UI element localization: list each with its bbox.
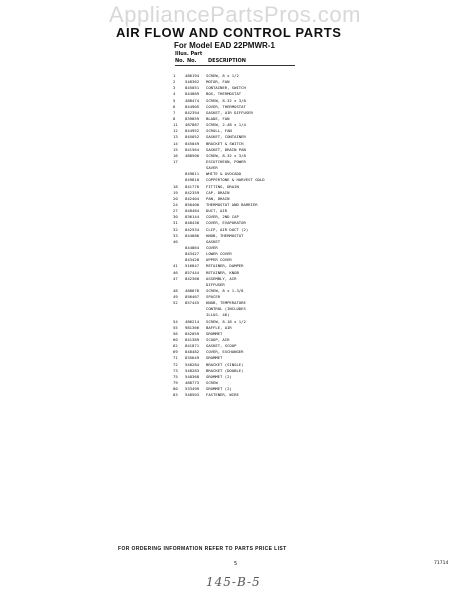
- page-number: 5: [234, 561, 238, 567]
- part-number: 841389: [185, 337, 200, 343]
- part-description: FITTING, DRAIN: [206, 183, 239, 189]
- illus-number: 73: [173, 367, 178, 373]
- part-description: LOWER COVER: [206, 251, 232, 257]
- illus-number: 75: [173, 373, 178, 379]
- part-description: KNOB, TEMPERATURE: [206, 300, 246, 306]
- part-description: BRACKET & SWITCH: [206, 140, 244, 146]
- part-no-header: No.: [187, 58, 197, 64]
- part-description: COVER, 2ND CAP: [206, 214, 239, 220]
- part-description: BOX, THERMOSTAT: [206, 91, 242, 97]
- model-subtitle: For Model EAD 22PMWR-1: [174, 41, 275, 50]
- part-number: 488678: [185, 287, 200, 293]
- part-number: 845052: [185, 134, 200, 140]
- part-description: SPACER: [206, 294, 221, 300]
- part-description: CAP, DRAIN: [206, 189, 230, 195]
- part-number: 488773: [185, 380, 200, 386]
- part-number: 548503: [185, 392, 200, 398]
- part-number: 842404: [185, 195, 200, 201]
- part-description: BLADE, FAN: [206, 115, 230, 121]
- illus-number: 15: [173, 146, 178, 152]
- part-description: GROMMET: [206, 355, 223, 361]
- part-number: 844886: [185, 232, 200, 238]
- illus-number: 33: [173, 232, 178, 238]
- part-description: GASKET, SCOOP: [206, 343, 237, 349]
- part-description: CONTROL (INCLUDES: [206, 306, 246, 312]
- part-description: SCOOP, AIR: [206, 337, 230, 343]
- illus-no-header: No.: [175, 58, 185, 64]
- illus-number: 30: [173, 214, 178, 220]
- illus-number: 79: [173, 380, 178, 386]
- part-description: GROMMET (2): [206, 386, 232, 392]
- illus-number: 4: [173, 91, 176, 97]
- illus-number: 5: [173, 97, 176, 103]
- illus-number: 41: [173, 263, 178, 269]
- part-number: 848484: [185, 208, 200, 214]
- illus-number: 8: [173, 115, 176, 121]
- part-number: 857445: [185, 300, 200, 306]
- watermark: AppliancePartsPros.com: [109, 2, 361, 27]
- part-number: 516847: [185, 263, 200, 269]
- part-description: SCREW, 8 x 1/2: [206, 73, 239, 78]
- part-number: 841770: [185, 183, 200, 189]
- parts-row: [173, 392, 383, 398]
- illus-number: 71: [173, 355, 178, 361]
- part-description: GROMMET: [206, 330, 223, 336]
- illus-number: 48: [173, 287, 178, 293]
- part-description: SCREW, 8-32 x 3/8: [206, 152, 246, 158]
- part-description: DUCT, AIR: [206, 208, 228, 214]
- part-description: COVER, EVAPORATOR: [206, 220, 246, 226]
- part-description: SCREW, 2-48 x 1/4: [206, 122, 246, 128]
- description-header: DESCRIPTION: [208, 58, 246, 64]
- ordering-footer: FOR ORDERING INFORMATION REFER TO PARTS PRICE LIST: [118, 546, 287, 552]
- illus-number: 12: [173, 128, 178, 134]
- part-number: 842360: [185, 275, 200, 281]
- illus-number: 46: [173, 269, 178, 275]
- part-description: BAFFLE, AIR: [206, 324, 232, 330]
- part-number: 836144: [185, 214, 200, 220]
- illus-number: 31: [173, 220, 178, 226]
- page-title: AIR FLOW AND CONTROL PARTS: [116, 25, 342, 40]
- part-description: GROMMET (2): [206, 373, 232, 379]
- illus-number: 7: [173, 109, 176, 115]
- part-number: 488474: [185, 97, 200, 103]
- illus-number: 13: [173, 134, 178, 140]
- part-number: 835649: [185, 355, 200, 361]
- part-number: 842359: [185, 189, 200, 195]
- part-number: 839859: [185, 115, 200, 121]
- illus-number: 18: [173, 183, 178, 189]
- part-description: BRACKET (DOUBLE): [206, 367, 244, 373]
- part-number: 845051: [185, 85, 200, 91]
- part-number: 842534: [185, 226, 200, 232]
- part-description: GASKET, CONTAINER: [206, 134, 246, 140]
- illus-number: 83: [173, 392, 178, 398]
- part-number: 843428: [185, 257, 200, 263]
- part-description: COVER: [206, 244, 218, 250]
- part-description: KNOB, THERMOSTAT: [206, 232, 244, 238]
- part-number: 844889: [185, 91, 200, 97]
- illus-number: 17: [173, 158, 178, 164]
- document-code: 71714: [434, 561, 449, 566]
- part-description: MOTOR, FAN: [206, 79, 230, 85]
- part-description: CONTAINER, SWITCH: [206, 85, 246, 91]
- illus-number: 54: [173, 318, 178, 324]
- illus-number: 32: [173, 226, 178, 232]
- part-description: FASTENER, WIRE: [206, 392, 239, 398]
- illus-number: 20: [173, 195, 178, 201]
- parts-list: [173, 73, 383, 398]
- illus-number: 1: [173, 73, 176, 78]
- part-number: 848482: [185, 349, 200, 355]
- part-description: ASSEMBLY, AIR: [206, 275, 237, 281]
- part-number: 842059: [185, 330, 200, 336]
- part-description: COVER, EXCHANGER: [206, 349, 244, 355]
- illus-number: 14: [173, 140, 178, 146]
- part-number: 844952: [185, 128, 200, 134]
- part-description: SCREW: [206, 380, 218, 386]
- part-number: 548362: [185, 79, 200, 85]
- part-description: SCROLL, FAN: [206, 128, 232, 134]
- part-number: 843427: [185, 251, 200, 257]
- part-description: UPPER COVER: [206, 257, 232, 263]
- part-description: PAN, DRAIN: [206, 195, 230, 201]
- part-number: 548283: [185, 367, 200, 373]
- part-number: 548368: [185, 373, 200, 379]
- part-number: 548284: [185, 361, 200, 367]
- part-description: SCREW, 8-32 x 3/8: [206, 97, 246, 103]
- part-description: COPPERTONE & HARVEST GOLD: [206, 177, 265, 183]
- illus-number: 62: [173, 343, 178, 349]
- part-description: ILLUS. 46): [206, 312, 230, 318]
- illus-number: 19: [173, 189, 178, 195]
- part-description: SCREW, 8-18 x 1/2: [206, 318, 246, 324]
- part-number: 841564: [185, 146, 200, 152]
- part-description: SCREW, 8 x 1-3/8: [206, 287, 244, 293]
- part-number: 488500: [185, 152, 200, 158]
- illus-number: 80: [173, 386, 178, 392]
- part-number: 844864: [185, 244, 200, 250]
- illus-number: 40: [173, 238, 178, 244]
- part-number: 486214: [185, 318, 200, 324]
- part-description: GASKET: [206, 238, 221, 244]
- part-description: WHITE & AVOCADO: [206, 171, 242, 177]
- illus-number: 49: [173, 294, 178, 300]
- illus-number: 16: [173, 152, 178, 158]
- part-number: 850400: [185, 201, 200, 207]
- illus-part-header: Illus. Part: [175, 51, 203, 57]
- part-description: GASKET, AIR DIFFUSER: [206, 109, 253, 115]
- illus-number: 47: [173, 275, 178, 281]
- part-number: 857444: [185, 269, 200, 275]
- part-description: ESCUTCHEON, POWER: [206, 158, 246, 164]
- illus-number: 2: [173, 79, 176, 85]
- illus-number: 24: [173, 201, 178, 207]
- part-description: THERMOSTAT AND BARRIER: [206, 201, 258, 207]
- part-number: 849810: [185, 177, 200, 183]
- illus-number: 69: [173, 349, 178, 355]
- illus-number: 3: [173, 85, 176, 91]
- part-description: RETAINER, DAMPER: [206, 263, 244, 269]
- illus-number: 11: [173, 122, 178, 128]
- part-description: COVER, THERMOSTAT: [206, 103, 246, 109]
- illus-number: 6: [173, 103, 176, 109]
- part-number: 849811: [185, 171, 200, 177]
- illus-number: 72: [173, 361, 178, 367]
- illus-number: 60: [173, 337, 178, 343]
- part-description: RETAINER, KNOB: [206, 269, 239, 275]
- part-number: 981366: [185, 324, 200, 330]
- illus-number: 55: [173, 324, 178, 330]
- part-number: 841871: [185, 343, 200, 349]
- illus-number: 52: [173, 300, 178, 306]
- illus-number: 56: [173, 330, 178, 336]
- part-number: 848430: [185, 220, 200, 226]
- part-description: BRACKET (SINGLE): [206, 361, 244, 367]
- part-number: 845049: [185, 140, 200, 146]
- part-description: DIFFUSER: [206, 281, 225, 287]
- part-description: GASKET, DRAIN PAN: [206, 146, 246, 152]
- illus-number: 27: [173, 208, 178, 214]
- handwritten-note: 145-B-5: [206, 575, 261, 589]
- part-description: SAVER: [206, 165, 218, 171]
- part-number: 533499: [185, 386, 200, 392]
- part-number: 842394: [185, 109, 200, 115]
- part-number: 856467: [185, 294, 200, 300]
- header-divider: [175, 65, 295, 66]
- part-description: CLIP, AIR DUCT (2): [206, 226, 249, 232]
- part-number: 486194: [185, 73, 200, 78]
- part-number: 844905: [185, 103, 200, 109]
- part-number: 487887: [185, 122, 200, 128]
